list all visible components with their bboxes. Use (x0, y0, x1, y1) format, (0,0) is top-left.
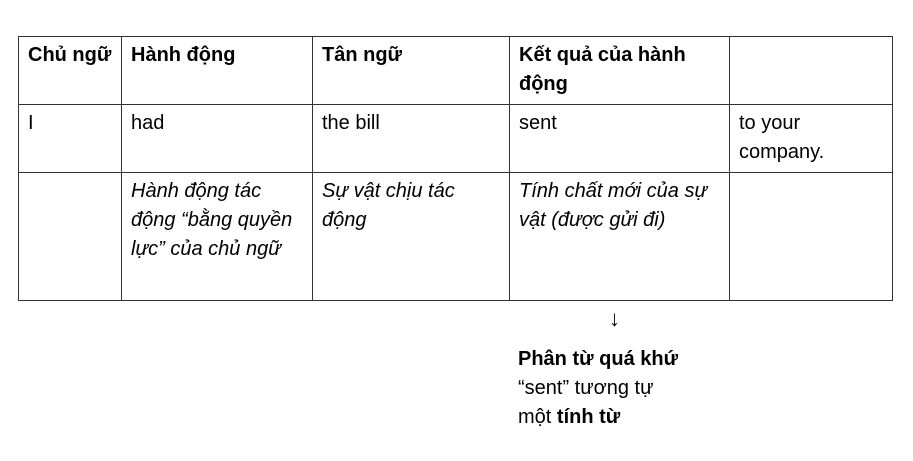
table-header-row (19, 37, 893, 105)
cell-object: the bill (313, 105, 510, 173)
down-arrow-icon: ↓ (609, 306, 620, 331)
meaning-action: Hành động tác động “bằng quyền lực” của chủ ngữ (122, 173, 313, 301)
header-result: Kết quả của hành động (510, 37, 730, 105)
note-title: Phân từ quá khứ (518, 348, 679, 370)
header-empty (730, 37, 893, 105)
table-row-example (19, 105, 893, 173)
meaning-subject (19, 173, 122, 301)
cell-result: sent (510, 105, 730, 173)
note-line3 (518, 403, 818, 432)
header-object: Tân ngữ (313, 37, 510, 105)
table-row-meaning (19, 173, 893, 301)
cell-subject: I (19, 105, 122, 173)
meaning-empty (730, 173, 893, 301)
note-line3-prefix: một (518, 406, 557, 428)
cell-complement: to your company. (730, 105, 893, 173)
header-action: Hành động (122, 37, 313, 105)
grammar-table (18, 36, 893, 301)
annotation-note (518, 345, 818, 432)
meaning-result: Tính chất mới của sự vật (được gửi đi) (510, 173, 730, 301)
meaning-object: Sự vật chịu tác động (313, 173, 510, 301)
note-line3-bold: tính từ (556, 406, 621, 428)
note-line2: “sent” tương tự (518, 377, 654, 399)
cell-action: had (122, 105, 313, 173)
header-subject: Chủ ngữ (19, 37, 122, 105)
